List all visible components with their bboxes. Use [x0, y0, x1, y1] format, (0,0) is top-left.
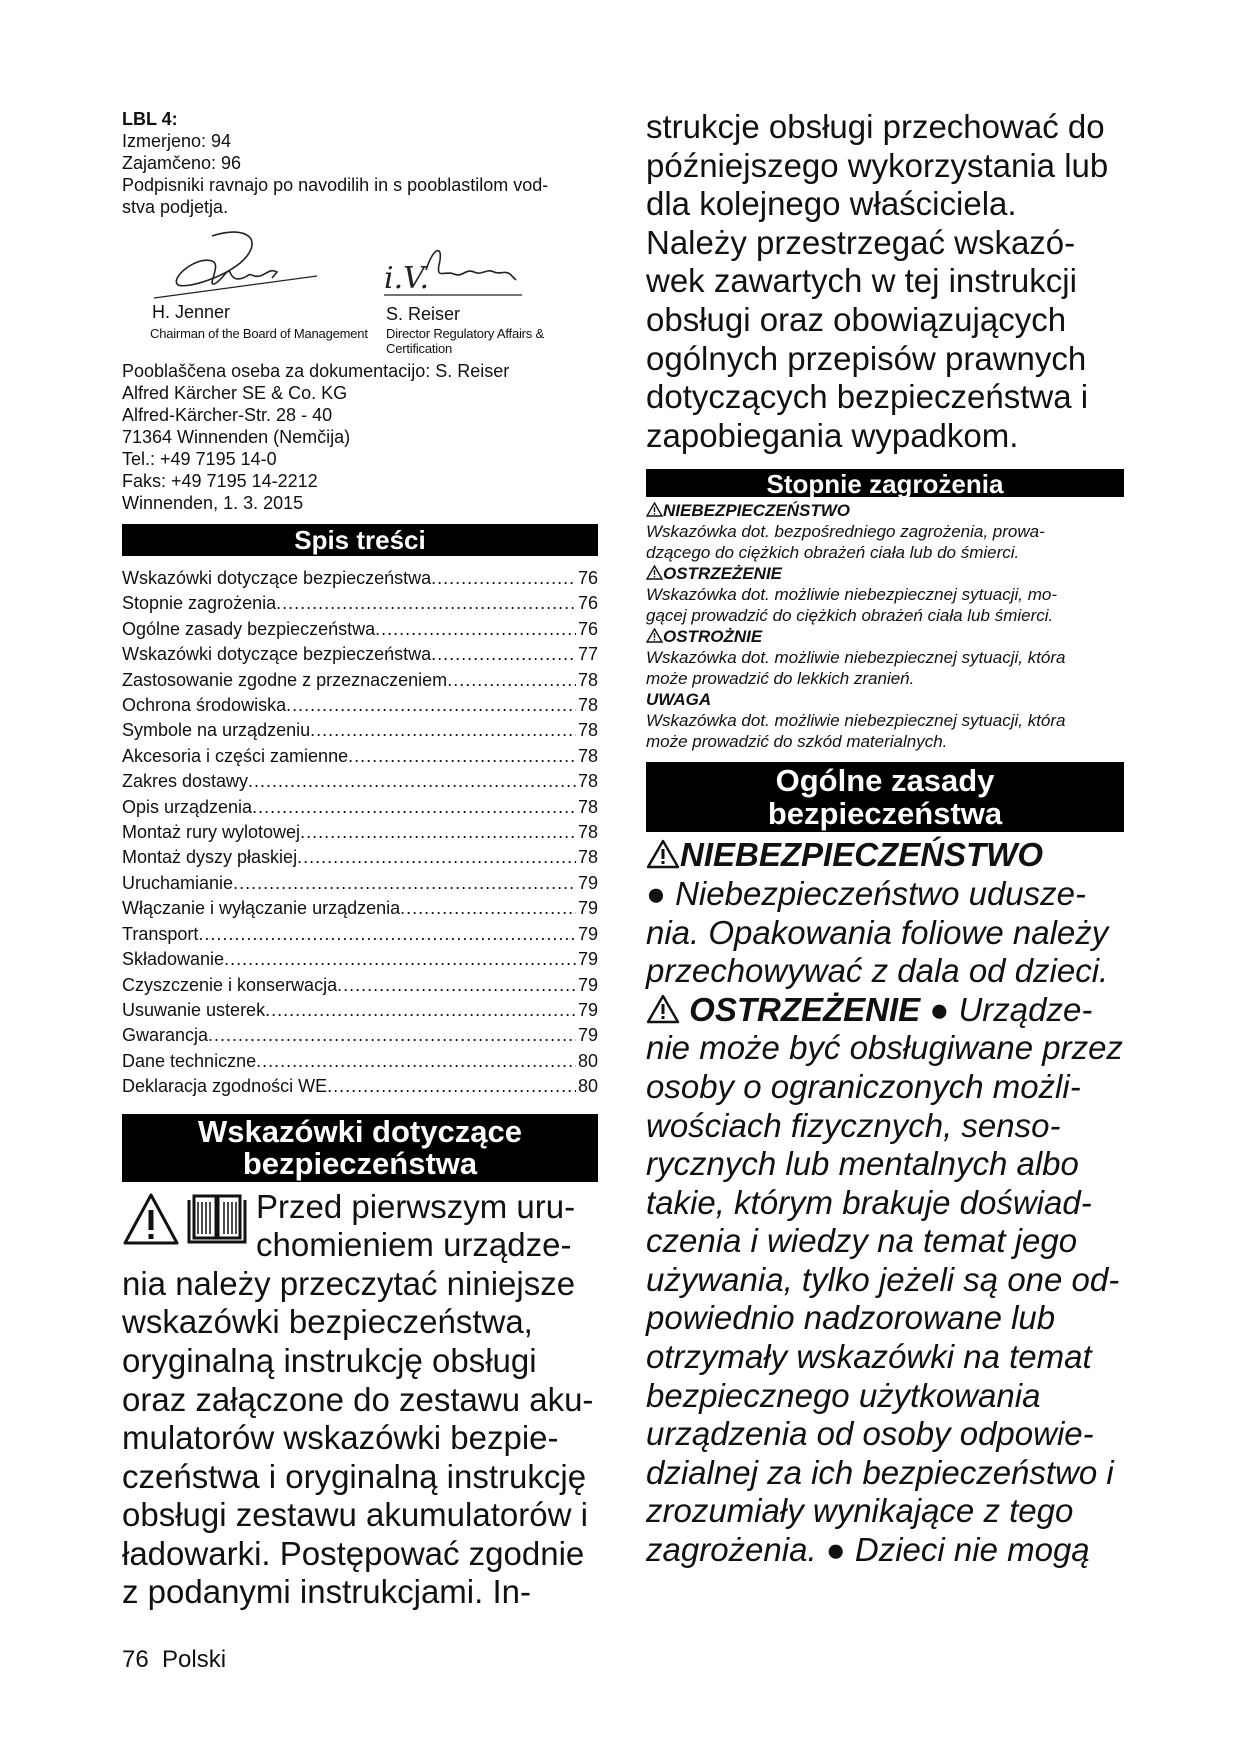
address-line: Tel.: +49 7195 14-0 [122, 449, 277, 469]
continued-line: obsługi oraz obowiązujących [646, 300, 1067, 338]
general-line: ● Niebezpieczeństwo udusze- [646, 874, 1086, 912]
danger-level-heading-row [646, 563, 1124, 584]
toc-leader-dots [431, 566, 576, 591]
toc-entry[interactable] [122, 617, 598, 642]
warning-line: takie, którym brakuje doświad- [646, 1183, 1092, 1221]
danger-level-text: Wskazówka dot. możliwie niebezpiecznej sytuacji, mo- [646, 585, 1057, 605]
toc-leader-dots [431, 642, 576, 667]
warning-triangle-icon [646, 565, 663, 580]
toc-entry-label: Akcesoria i części zamienne [122, 745, 349, 766]
toc-leader-dots [276, 591, 576, 616]
warning-rest: ● Urządze- [929, 990, 1093, 1028]
address-line: Pooblaščena oseba za dokumentacijo: S. Reiser [122, 361, 510, 381]
toc-entry-page: 78 [577, 822, 598, 843]
danger-level [646, 689, 1124, 752]
toc-entry-label: Składowanie [122, 949, 225, 970]
signers-line-2: stva podjetja. [122, 197, 229, 217]
toc-leader-dots [300, 820, 576, 845]
danger-level-text: Wskazówka dot. możliwie niebezpiecznej sytuacji, która [646, 648, 1066, 668]
toc-entry-page: 78 [577, 847, 598, 868]
danger-level-text: może prowadzić do szkód materialnych. [646, 732, 948, 752]
safety-title-line-1: Wskazówki dotyczące [198, 1113, 522, 1149]
danger-level-text: dzącego do ciężkich obrażeń ciała lub do śmierci. [646, 543, 1020, 563]
toc-entry[interactable] [122, 1023, 598, 1048]
toc-entry[interactable] [122, 591, 598, 616]
toc-entry-page: 76 [577, 593, 598, 614]
danger-levels [646, 500, 1124, 752]
danger-level [646, 563, 1124, 626]
toc-entry-page: 79 [577, 1025, 598, 1046]
warning-line: rycznych lub mentalnych albo [646, 1145, 1079, 1183]
general-title-line-1: Ogólne zasady [775, 763, 995, 799]
general-lines [646, 875, 1124, 991]
safety-body-line: oryginalną instrukcję obsługi [122, 1341, 537, 1379]
address-block [122, 360, 598, 514]
warning-heading: OSTRZEŻENIE [689, 990, 921, 1028]
danger-level [646, 626, 1124, 689]
toc-leader-dots [447, 668, 576, 693]
toc-entry-label: Opis urządzenia [122, 796, 253, 817]
toc-entry[interactable] [122, 769, 598, 794]
toc-entry-label: Ogólne zasady bezpieczeństwa [122, 618, 376, 639]
lbl-label: LBL 4: [122, 109, 178, 129]
danger-level-heading-row [646, 689, 1124, 710]
reiser-signature [384, 240, 524, 302]
continued-line: późniejszego wykorzystania lub [646, 146, 1109, 184]
toc-entry-label: Usuwanie usterek [122, 999, 266, 1020]
toc-entry-page: 79 [577, 949, 598, 970]
toc-entry[interactable] [122, 1074, 598, 1099]
toc-leader-dots [286, 693, 576, 718]
page-number: 76 [122, 1646, 149, 1673]
toc-entry[interactable] [122, 998, 598, 1023]
warning-triangle-icon [646, 839, 680, 869]
reiser-role: Director Regulatory Affairs & Certification [386, 326, 544, 356]
toc-entry-page: 79 [577, 999, 598, 1020]
toc-entry-label: Zastosowanie zgodne z przeznaczeniem [122, 669, 448, 690]
manual-book-icon [186, 1190, 248, 1246]
warning-triangle-icon [646, 994, 680, 1024]
toc-entry-page: 80 [577, 1076, 598, 1097]
address-line: Alfred Kärcher SE & Co. KG [122, 383, 348, 403]
signature-area [122, 218, 598, 356]
safety-body-line: ładowarki. Postępować zgodnie [122, 1534, 585, 1572]
toc-leader-dots [256, 1049, 576, 1074]
toc-entry-page: 77 [577, 644, 598, 665]
toc-entry-page: 79 [577, 923, 598, 944]
toc-entry[interactable] [122, 566, 598, 591]
toc-entry[interactable] [122, 744, 598, 769]
toc-entry-page: 80 [577, 1050, 598, 1071]
warning-triangle-icon [122, 1192, 180, 1246]
continued-line: ogólnych przepisów prawnych [646, 339, 1087, 377]
toc-entry[interactable] [122, 845, 598, 870]
toc-leader-dots [375, 617, 576, 642]
toc-entry-page: 79 [577, 898, 598, 919]
toc-entry[interactable] [122, 973, 598, 998]
reiser-prefix: i.V. [384, 261, 430, 296]
continued-line: dotyczących bezpieczeństwa i [646, 378, 1089, 416]
toc-entry-page: 79 [577, 872, 598, 893]
toc-leader-dots [297, 845, 576, 870]
toc-entry-label: Uruchamianie [122, 872, 234, 893]
address-line: Winnenden, 1. 3. 2015 [122, 493, 304, 513]
address-line: 71364 Winnenden (Nemčija) [122, 427, 351, 447]
toc-entry-page: 78 [577, 796, 598, 817]
reiser-name: S. Reiser [386, 304, 461, 324]
jenner-name: H. Jenner [152, 302, 231, 322]
warning-line: powiednio nadzorowane lub [646, 1299, 1056, 1337]
safety-intro [122, 1188, 598, 1613]
continued-line: dla kolejnego właściciela. [646, 185, 1017, 223]
levels-title: Stopnie zagrożenia [646, 469, 1124, 497]
toc-entry-page: 79 [577, 974, 598, 995]
toc-list [122, 566, 598, 1100]
danger-heading: NIEBEZPIECZEŃSTWO [680, 836, 1044, 874]
toc-entry-label: Włączanie i wyłączanie urządzenia [122, 898, 401, 919]
left-column [122, 108, 598, 1612]
toc-leader-dots [208, 1023, 576, 1048]
toc-entry-page: 78 [577, 720, 598, 741]
toc-entry-page: 78 [577, 669, 598, 690]
toc-entry-label: Montaż rury wylotowej [122, 822, 301, 843]
signers-line-1: Podpisniki ravnajo po navodilih in s pooblastilom vod- [122, 175, 549, 195]
danger-level-heading: UWAGA [646, 690, 712, 710]
toc-entry[interactable] [122, 642, 598, 667]
danger-level-heading: OSTROŻNIE [663, 627, 763, 647]
toc-entry[interactable] [122, 820, 598, 845]
address-line: Alfred-Kärcher-Str. 28 - 40 [122, 405, 333, 425]
toc-title: Spis treści [122, 524, 598, 556]
jenner-role: Chairman of the Board of Management [150, 326, 368, 341]
safety-body-line: z podanymi instrukcjami. In- [122, 1573, 531, 1611]
danger-level-heading-row [646, 626, 1124, 647]
toc-entry-label: Czyszczenie i konserwacja [122, 974, 338, 995]
toc-leader-dots [224, 947, 576, 972]
toc-entry-page: 78 [577, 695, 598, 716]
warning-line: osoby o ograniczonych możli- [646, 1067, 1081, 1105]
safety-body-line: czeństwa i oryginalną instrukcję [122, 1457, 587, 1495]
footer-language: Polski [162, 1646, 227, 1673]
general-line: przechowywać z dala od dzieci. [646, 952, 1109, 990]
toc-entry[interactable] [122, 922, 598, 947]
warning-line: bezpiecznego użytkowania [646, 1376, 1041, 1414]
toc-entry-label: Zakres dostawy [122, 771, 249, 792]
continued-line: wek zawartych w tej instrukcji [646, 262, 1077, 300]
guaranteed-value: Zajamčeno: 96 [122, 153, 242, 173]
safety-body [122, 1265, 598, 1612]
general-line: nia. Opakowania foliowe należy [646, 913, 1109, 951]
warning-line: używania, tylko jeżeli są one od- [646, 1260, 1120, 1298]
toc-leader-dots [233, 871, 576, 896]
toc-entry[interactable] [122, 718, 598, 743]
danger-level-heading: NIEBEZPIECZEŃSTWO [663, 501, 851, 521]
toc-entry-label: Stopnie zagrożenia [122, 593, 277, 614]
toc-entry-page: 76 [577, 568, 598, 588]
warning-line: otrzymały wskazówki na temat [646, 1338, 1092, 1376]
intro-line-1: Przed pierwszym uru- [256, 1187, 576, 1225]
toc-entry-page: 78 [577, 771, 598, 792]
safety-title-line-2: bezpieczeństwa [242, 1145, 478, 1181]
toc-entry[interactable] [122, 668, 598, 693]
warning-line: zagrożenia. ● Dzieci nie mogą [646, 1531, 1090, 1569]
danger-level-heading-row [646, 500, 1124, 521]
toc-leader-dots [248, 769, 576, 794]
safety-body-line: nia należy przeczytać niniejsze [122, 1264, 576, 1302]
address-line: Faks: +49 7195 14-2212 [122, 471, 318, 491]
safety-body-line: oraz załączone do zestawu aku- [122, 1380, 594, 1418]
warning-line: urządzenia od osoby odpowie- [646, 1415, 1094, 1453]
toc-entry-label: Deklaracja zgodności WE [122, 1076, 328, 1097]
toc-leader-dots [252, 795, 576, 820]
warning-heading-line [646, 991, 1124, 1030]
toc-leader-dots [198, 922, 576, 947]
toc-entry-label: Transport [122, 923, 199, 944]
safety-body-line: obsługi zestawu akumulatorów i [122, 1496, 588, 1534]
continued-line: strukcje obsługi przechować do [646, 108, 1105, 145]
intro-line-2: chomieniem urządze- [256, 1226, 572, 1264]
toc-entry-page: 76 [577, 618, 598, 639]
safety-body-line: wskazówki bezpieczeństwa, [122, 1303, 533, 1341]
toc-entry[interactable] [122, 896, 598, 921]
toc-entry-label: Dane techniczne [122, 1050, 257, 1071]
warning-lines [646, 1029, 1124, 1569]
danger-level [646, 500, 1124, 563]
danger-level-heading: OSTRZEŻENIE [663, 564, 783, 584]
toc-entry-label: Ochrona środowiska [122, 695, 287, 716]
general-section-title [646, 762, 1124, 832]
warning-line: zrozumiały wynikające z tego [646, 1492, 1074, 1530]
toc-leader-dots [348, 744, 576, 769]
danger-level-text: Wskazówka dot. możliwie niebezpiecznej sytuacji, która [646, 711, 1066, 731]
jenner-signature [152, 226, 322, 306]
continued-line: zapobiegania wypadkom. [646, 416, 1019, 454]
warning-triangle-icon [646, 628, 663, 643]
safety-body-line: mulatorów wskazówki bezpie- [122, 1419, 559, 1457]
warning-line: czenia i wiedzy na temat jego [646, 1222, 1078, 1260]
danger-level-text: gącej prowadzić do ciężkich obrażeń ciała lub śmierci. [646, 606, 1054, 626]
danger-level-text: Wskazówka dot. bezpośredniego zagrożenia, prowa- [646, 522, 1045, 542]
toc-leader-dots [265, 998, 576, 1023]
toc-entry[interactable] [122, 1049, 598, 1074]
danger-heading-line [646, 836, 1124, 875]
toc-entry-label: Montaż dyszy płaskiej [122, 847, 298, 868]
safety-section-title [122, 1114, 598, 1182]
page-footer [122, 1646, 226, 1674]
warning-triangle-icon [646, 502, 663, 517]
toc-entry-label: Wskazówki dotyczące bezpieczeństwa [122, 644, 432, 665]
toc-entry-label: Symbole na urządzeniu [122, 720, 311, 741]
toc-entry-label: Wskazówki dotyczące bezpieczeństwa [122, 568, 432, 588]
toc-entry[interactable] [122, 871, 598, 896]
right-column [646, 108, 1124, 1570]
toc-entry-page: 78 [577, 745, 598, 766]
toc-leader-dots [327, 1074, 576, 1099]
toc-leader-dots [337, 973, 576, 998]
warning-line: dzialnej za ich bezpieczeństwo i [646, 1453, 1114, 1491]
toc-leader-dots [310, 718, 576, 743]
general-safety-text [646, 836, 1124, 1569]
continued-line: Należy przestrzegać wskazó- [646, 223, 1076, 261]
toc-entry[interactable] [122, 693, 598, 718]
toc-entry-label: Gwarancja [122, 1025, 209, 1046]
toc-entry[interactable] [122, 947, 598, 972]
toc-entry[interactable] [122, 795, 598, 820]
toc-leader-dots [400, 896, 576, 921]
danger-level-text: może prowadzić do lekkich zranień. [646, 669, 915, 689]
warning-line: nie może być obsługiwane przez [646, 1029, 1123, 1067]
warning-line: wościach fizycznych, senso- [646, 1106, 1061, 1144]
general-title-line-2: bezpieczeństwa [767, 796, 1003, 832]
continued-text [646, 108, 1124, 455]
measured-value: Izmerjeno: 94 [122, 131, 232, 151]
